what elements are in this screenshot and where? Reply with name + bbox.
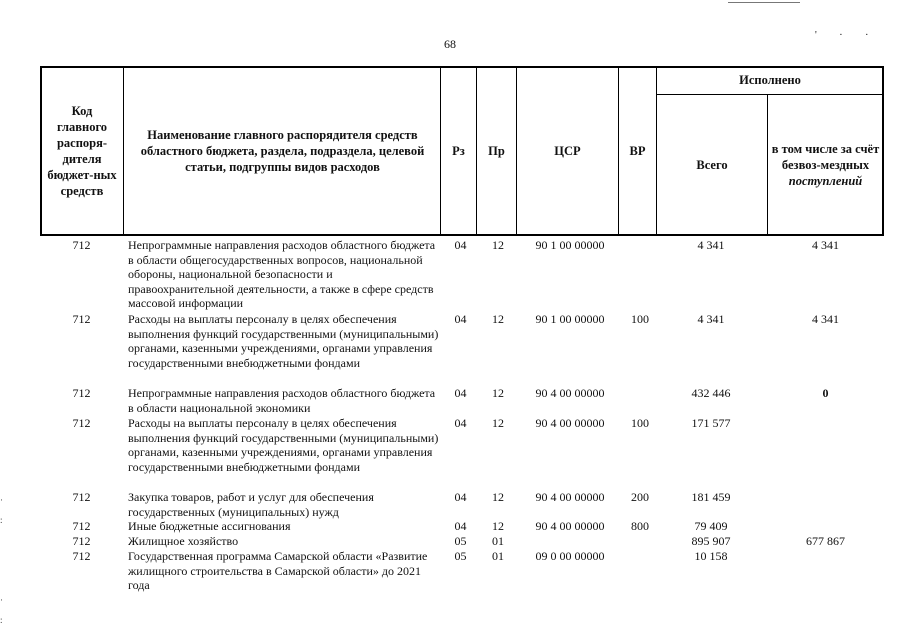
cell-total: 895 907 (691, 534, 731, 548)
header-csr: ЦСР (554, 144, 581, 158)
cell-total: 10 158 (694, 549, 728, 563)
cell-rz: 04 (454, 490, 467, 504)
cell-pr: 12 (492, 386, 504, 400)
table-row (40, 490, 883, 520)
cell-rz: 04 (454, 519, 467, 533)
cell-vr: 800 (631, 519, 649, 533)
cell-including: 4 341 (812, 312, 839, 326)
cell-code: 712 (72, 534, 91, 548)
cell-total: 79 409 (694, 519, 728, 533)
header-including-line2: поступлений (788, 173, 863, 188)
cell-rz: 04 (454, 312, 467, 326)
cell-name: Жилищное хозяйство (128, 534, 239, 548)
cell-rz: 05 (454, 549, 467, 563)
cell-code: 712 (72, 416, 91, 430)
cell-total: 171 577 (691, 416, 731, 430)
cell-including: 0 (822, 386, 829, 400)
cell-csr: 90 1 00 00000 (535, 312, 605, 326)
cell-vr: 100 (631, 312, 649, 326)
margin-marks: · : · : (0, 495, 3, 625)
header-rz: Рз (452, 144, 465, 158)
table-row (40, 416, 883, 488)
cell-code: 712 (72, 549, 91, 563)
header-including-line1: в том числе за счёт безвоз-мездных (771, 141, 880, 172)
cell-code: 712 (72, 519, 91, 533)
page-number: 68 (444, 37, 456, 51)
cell-pr: 12 (492, 238, 504, 252)
header-total: Всего (696, 157, 728, 172)
cell-total: 181 459 (691, 490, 731, 504)
cell-name: Непрограммные направления расходов областного бюджета в области общегосударственных вопросов, национальной обороны, национальной безопасности и правоохранительной деятельности, а также в сфере средств массовой информации (128, 238, 436, 310)
cell-name: Расходы на выплаты персоналу в целях обеспечения выполнения функций государственными (муниципальными) органами, казенными учреждениями, органами управления государственными внебюджетными фондами (128, 416, 439, 474)
cell-pr: 12 (492, 519, 504, 533)
top-rule (728, 2, 800, 3)
header-including (768, 95, 883, 234)
cell-including: 677 867 (806, 534, 845, 548)
cell-pr: 12 (492, 416, 504, 430)
cell-total: 432 446 (691, 386, 731, 400)
table-row (40, 534, 883, 549)
table-row (40, 238, 883, 310)
cell-total: 4 341 (697, 312, 725, 326)
cell-vr: 100 (631, 416, 649, 430)
cell-including: 4 341 (812, 238, 839, 252)
cell-rz: 04 (454, 416, 467, 430)
table-header (40, 66, 883, 236)
cell-code: 712 (72, 490, 91, 504)
cell-csr: 09 0 00 00000 (535, 549, 605, 563)
cell-name: Расходы на выплаты персоналу в целях обеспечения выполнения функций государственными (муниципальными) органами, казенными учреждениями, органами управления государственными внебюджетными фондами (128, 312, 439, 370)
cell-code: 712 (72, 386, 91, 400)
cell-csr: 90 4 00 00000 (535, 490, 605, 504)
cell-total: 4 341 (697, 238, 725, 252)
cell-pr: 12 (492, 312, 504, 326)
cell-csr: 90 4 00 00000 (535, 386, 605, 400)
cell-rz: 04 (454, 386, 467, 400)
cell-pr: 01 (492, 534, 504, 548)
cell-csr: 90 1 00 00000 (535, 238, 605, 252)
cell-pr: 01 (492, 549, 504, 563)
cell-name: Закупка товаров, работ и услуг для обеспечения государственных (муниципальных) нужд (128, 490, 374, 519)
cell-rz: 05 (454, 534, 467, 548)
cell-pr: 12 (492, 490, 504, 504)
cell-csr: 90 4 00 00000 (535, 519, 605, 533)
cell-code: 712 (72, 238, 91, 252)
cell-vr: 200 (631, 490, 649, 504)
cell-name: Государственная программа Самарской области «Развитие жилищного строительства в Самарской области» до 2021 года (128, 549, 428, 592)
header-pr: Пр (488, 144, 505, 158)
scan-specks: ' · · (815, 30, 879, 41)
cell-name: Непрограммные направления расходов областного бюджета в области национальной экономики (128, 386, 436, 415)
header-name: Наименование главного распорядителя средств областного бюджета, раздела, подраздела, целевой статьи, подгруппы видов расходов (140, 128, 425, 174)
cell-csr: 90 4 00 00000 (535, 416, 605, 430)
cell-name: Иные бюджетные ассигнования (128, 519, 291, 533)
table-row (40, 519, 883, 534)
cell-code: 712 (72, 312, 91, 326)
cell-rz: 04 (454, 238, 467, 252)
table-row (40, 312, 883, 384)
table-row (40, 549, 883, 594)
header-code: Код главного распоря-дителя бюджет-ных средств (47, 104, 117, 198)
header-executed: Исполнено (739, 73, 801, 87)
header-vr: ВР (629, 144, 646, 158)
table-row (40, 386, 883, 416)
